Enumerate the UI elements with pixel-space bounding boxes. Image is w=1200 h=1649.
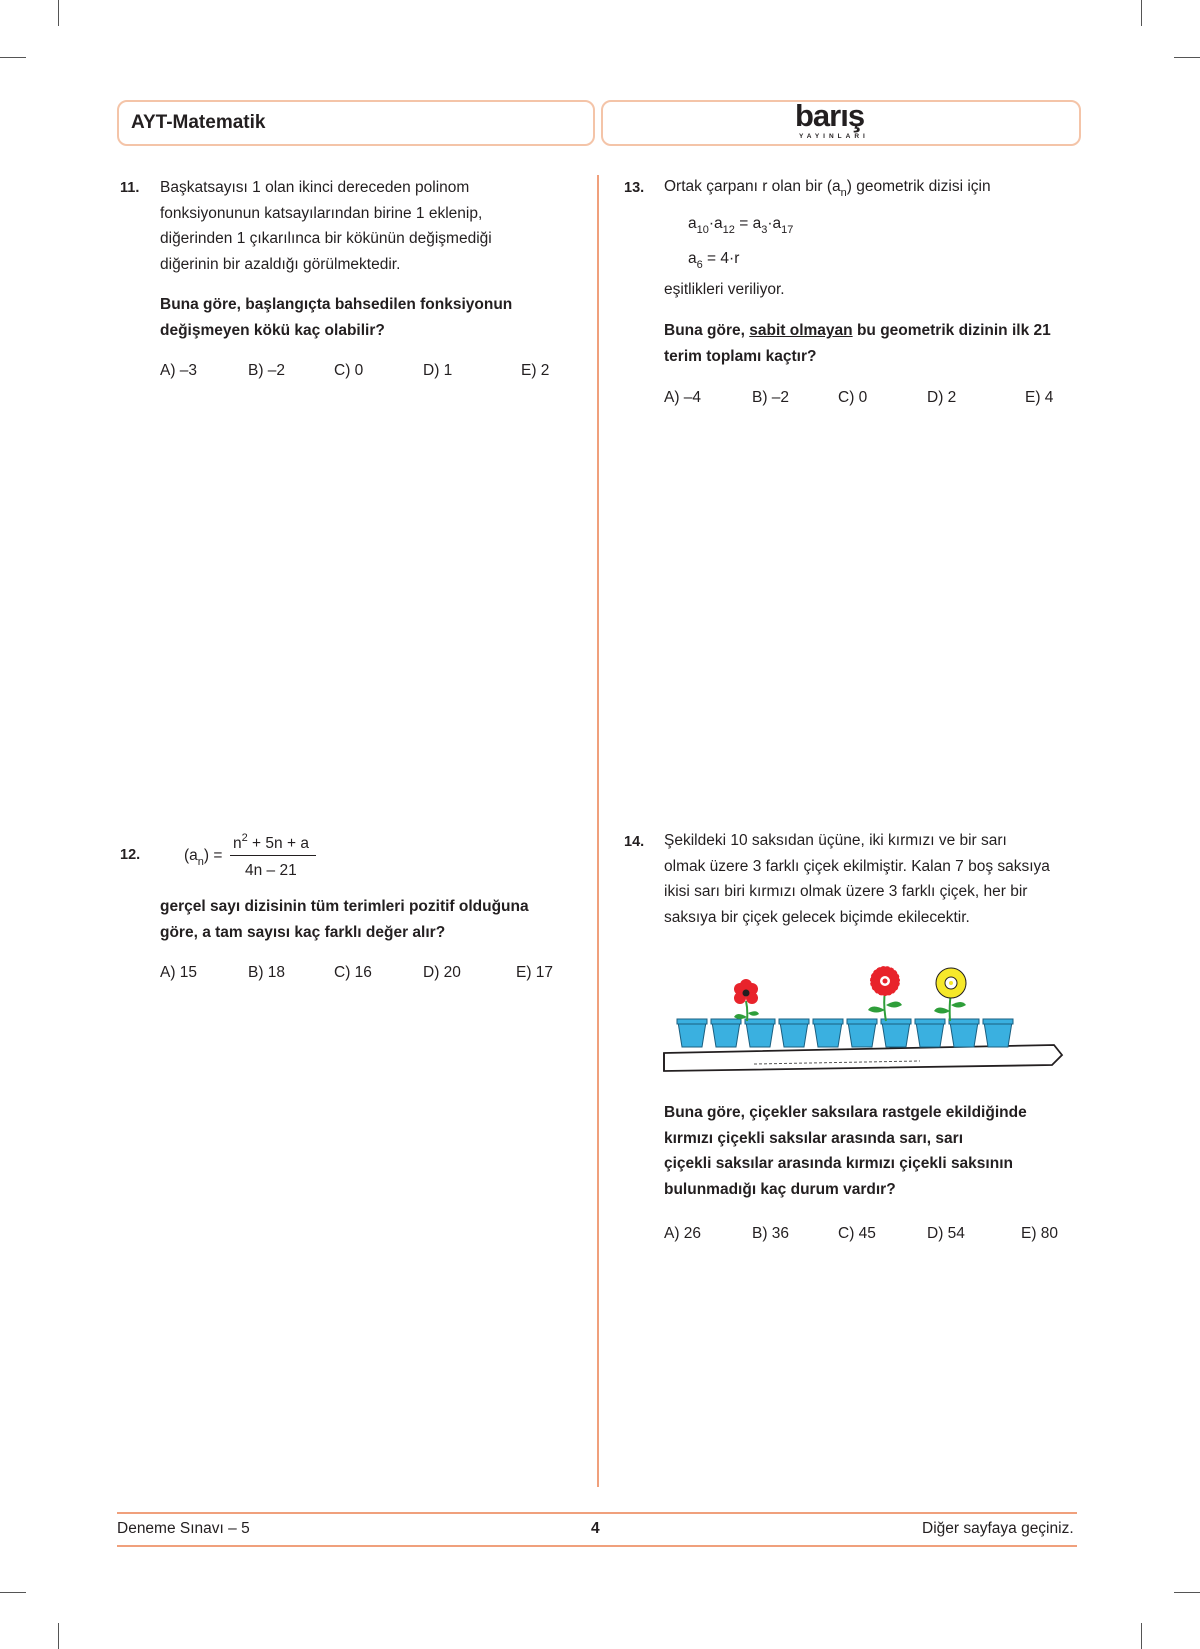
choice-d[interactable]: D) 54 [927, 1225, 965, 1242]
choice-c[interactable]: C) 0 [838, 389, 868, 406]
crop-mark [1141, 1623, 1142, 1649]
flower-pot-rim [983, 1019, 1013, 1024]
flower-pot-rim [813, 1019, 843, 1024]
publisher-logo [795, 98, 887, 144]
text-line: diğerinden 1 çıkarılınca bir kökünün değişmediği [160, 230, 492, 247]
question-prompt [160, 894, 590, 945]
question-number: 12. [120, 847, 141, 863]
choice-c[interactable]: C) 45 [838, 1225, 876, 1242]
logo-main-text: barış [795, 98, 865, 133]
footer-next-page: Diğer sayfaya geçiniz. [922, 1520, 1074, 1537]
choice-e[interactable]: E) 80 [1021, 1225, 1059, 1242]
flower-pot [950, 1022, 978, 1047]
text-line: göre, a tam sayısı kaç farklı değer alır? [160, 923, 446, 941]
question-prompt [664, 1100, 1094, 1202]
flower-pot [848, 1022, 876, 1047]
text-line: Şekildeki 10 saksıdan üçüne, iki kırmızı ve bir sarı [664, 832, 1007, 849]
fraction-denominator: 4n – 21 [245, 862, 297, 879]
flower-pot [678, 1022, 706, 1047]
choice-d[interactable]: D) 2 [927, 389, 957, 406]
flower-pot-rim [949, 1019, 979, 1024]
flower-pot-rim [779, 1019, 809, 1024]
text-line: terim toplamı kaçtır? [664, 347, 817, 365]
fraction-bar [230, 855, 316, 856]
logo-sub-text: YAYINLARI [799, 133, 869, 140]
footer-exam-name: Deneme Sınavı – 5 [117, 1520, 250, 1537]
given-text: eşitlikleri veriliyor. [664, 281, 785, 298]
flower-pot [780, 1022, 808, 1047]
fraction-numerator: $n^2 + 5n + a$ [233, 832, 309, 852]
flower-pot-rim [915, 1019, 945, 1024]
question-text [664, 828, 1084, 930]
choice-c[interactable]: C) 0 [334, 362, 364, 379]
choice-a[interactable]: A) –3 [160, 362, 198, 379]
question-number: 11. [120, 180, 140, 196]
text-line: fonksiyonunun katsayılarından birine 1 eklenip, [160, 204, 483, 222]
crop-mark [58, 0, 59, 26]
crop-mark [0, 1592, 26, 1593]
question-text [160, 175, 580, 277]
choice-b[interactable]: B) 36 [752, 1225, 790, 1242]
flower-pot [882, 1022, 910, 1047]
flower-pot-rim [847, 1019, 877, 1024]
header-logo-box [601, 100, 1081, 146]
text-line: diğerinin bir azaldığı görülmektedir. [160, 255, 401, 273]
flower-pot-rim [745, 1019, 775, 1024]
question-number: 13. [624, 180, 645, 196]
yellow-flower [934, 968, 966, 1021]
question-intro: Ortak çarpanı r olan bir $(a_n)$ geometrik dizisi için [664, 178, 991, 199]
text-line: saksıya bir çiçek gelecek biçimde ekilecektir. [664, 908, 970, 926]
choice-e[interactable]: E) 17 [516, 964, 554, 981]
text-line: ikisi sarı biri kırmızı olmak üzere 3 farklı çiçek, her bir [664, 883, 1028, 900]
choice-a[interactable]: A) 26 [664, 1225, 702, 1242]
shelf [664, 1045, 1062, 1071]
text-line: Buna göre, çiçekler saksılara rastgele ekildiğinde [664, 1104, 1027, 1121]
text-line: Buna göre, başlangıçta bahsedilen fonksiyonun [160, 296, 513, 313]
choice-c[interactable]: C) 16 [334, 964, 372, 981]
flower-pot [712, 1022, 740, 1047]
text-line: kırmızı çiçekli saksılar arasında sarı, sarı [664, 1129, 964, 1147]
crop-mark [0, 57, 26, 58]
crop-mark [1174, 1592, 1200, 1593]
footer-page-number: 4 [591, 1520, 600, 1537]
question-prompt [664, 318, 1094, 369]
text-line: Buna göre, sabit olmayan bu geometrik dizinin ilk 21 [664, 322, 1051, 339]
text-line: çiçekli saksılar arasında kırmızı çiçekli saksının [664, 1155, 1013, 1172]
flower-pot-rim [711, 1019, 741, 1024]
question-prompt [160, 292, 580, 343]
flower-pot-rim [677, 1019, 707, 1024]
column-divider [597, 175, 599, 1487]
flower-pot [814, 1022, 842, 1047]
flower-pot [916, 1022, 944, 1047]
equation-1: $a_{10}\cdot a_{12} = a_3\cdot a_{17}$ [688, 215, 794, 236]
choice-d[interactable]: D) 1 [423, 362, 453, 379]
choice-d[interactable]: D) 20 [423, 964, 461, 981]
red-flower [734, 979, 759, 1021]
text-line: değişmeyen kökü kaç olabilir? [160, 321, 385, 339]
flower-pot [746, 1022, 774, 1047]
choice-b[interactable]: B) –2 [752, 389, 790, 406]
text-line: olmak üzere 3 farklı çiçek ekilmiştir. Kalan 7 boş saksıya [664, 857, 1050, 875]
choice-b[interactable]: B) –2 [248, 362, 286, 379]
text-line: Başkatsayısı 1 olan ikinci dereceden polinom [160, 179, 470, 196]
question-number: 14. [624, 834, 645, 850]
flower-pots-figure [660, 965, 1070, 1080]
choice-a[interactable]: A) 15 [160, 964, 198, 981]
crop-mark [58, 1623, 59, 1649]
text-line: gerçel sayı dizisinin tüm terimleri pozitif olduğuna [160, 898, 529, 915]
header-subject-box [117, 100, 595, 146]
subject-title: AYT-Matematik [131, 112, 266, 133]
formula-lhs: $(a_n)$ = [184, 847, 223, 868]
crop-mark [1141, 0, 1142, 26]
flower-pot [984, 1022, 1012, 1047]
text-line: bulunmadığı kaç durum vardır? [664, 1180, 896, 1198]
choice-a[interactable]: A) –4 [664, 389, 702, 406]
choice-e[interactable]: E) 2 [521, 362, 550, 379]
red-flower [868, 966, 902, 1021]
choice-b[interactable]: B) 18 [248, 964, 286, 981]
equation-2: $a_6 = 4\cdot r$ [688, 250, 740, 271]
footer-bottom-rule [117, 1545, 1077, 1547]
crop-mark [1174, 57, 1200, 58]
choice-e[interactable]: E) 4 [1025, 389, 1054, 406]
footer-top-rule [117, 1512, 1077, 1514]
